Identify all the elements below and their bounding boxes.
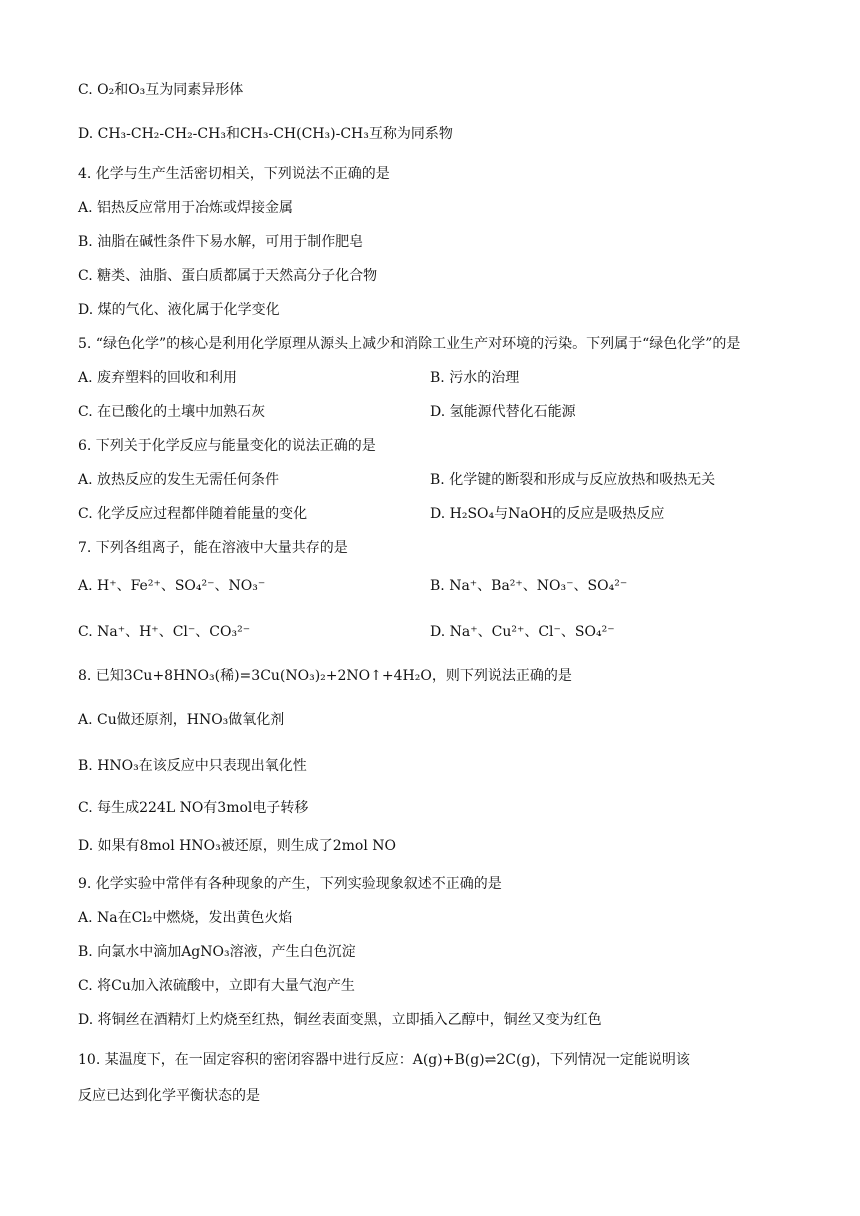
option-3c: C. O₂和O₃互为同素异形体: [78, 82, 244, 98]
option-5a: A. 废弃塑料的回收和利用: [78, 370, 238, 386]
option-9d: D. 将铜丝在酒精灯上灼烧至红热，铜丝表面变黑，立即插入乙醇中，铜丝又变为红色: [78, 1012, 602, 1028]
option-5b: B. 污水的治理: [430, 370, 520, 386]
option-7b: B. Na⁺、Ba²⁺、NO₃⁻、SO₄²⁻: [430, 578, 628, 594]
option-5d: D. 氢能源代替化石能源: [430, 404, 576, 420]
question-4: 4. 化学与生产生活密切相关，下列说法不正确的是: [78, 166, 390, 182]
option-7a: A. H⁺、Fe²⁺、SO₄²⁻、NO₃⁻: [78, 578, 266, 594]
question-10: 10. 某温度下，在一固定容积的密闭容器中进行反应：A(g)+B(g)⇌2C(g)，下列情况一定能说明该: [78, 1052, 690, 1068]
option-7d: D. Na⁺、Cu²⁺、Cl⁻、SO₄²⁻: [430, 624, 615, 640]
option-8c: C. 每生成224L NO有3mol电子转移: [78, 800, 309, 816]
question-6: 6. 下列关于化学反应与能量变化的说法正确的是: [78, 438, 376, 454]
option-8a: A. Cu做还原剂，HNO₃做氧化剂: [78, 712, 285, 728]
option-6d: D. H₂SO₄与NaOH的反应是吸热反应: [430, 506, 665, 522]
question-9: 9. 化学实验中常伴有各种现象的产生，下列实验现象叙述不正确的是: [78, 876, 502, 892]
option-6c: C. 化学反应过程都伴随着能量的变化: [78, 506, 308, 522]
option-9b: B. 向氯水中滴加AgNO₃溶液，产生白色沉淀: [78, 944, 356, 960]
option-9c: C. 将Cu加入浓硫酸中，立即有大量气泡产生: [78, 978, 355, 994]
option-3d: D. CH₃-CH₂-CH₂-CH₃和CH₃-CH(CH₃)-CH₃互称为同系物: [78, 126, 453, 142]
option-4b: B. 油脂在碱性条件下易水解，可用于制作肥皂: [78, 234, 364, 250]
option-4c: C. 糖类、油脂、蛋白质都属于天然高分子化合物: [78, 268, 378, 284]
question-5: 5. “绿色化学”的核心是利用化学原理从源头上减少和消除工业生产对环境的污染。下列属于“绿色化学”的是: [78, 336, 741, 352]
option-7c: C. Na⁺、H⁺、Cl⁻、CO₃²⁻: [78, 624, 251, 640]
option-5c: C. 在已酸化的土壤中加熟石灰: [78, 404, 266, 420]
option-9a: A. Na在Cl₂中燃烧，发出黄色火焰: [78, 910, 293, 926]
question-10-continuation: 反应已达到化学平衡状态的是: [78, 1088, 260, 1104]
option-4a: A. 铝热反应常用于冶炼或焊接金属: [78, 200, 294, 216]
option-6b: B. 化学键的断裂和形成与反应放热和吸热无关: [430, 472, 716, 488]
option-8d: D. 如果有8mol HNO₃被还原，则生成了2mol NO: [78, 838, 396, 854]
option-4d: D. 煤的气化、液化属于化学变化: [78, 302, 280, 318]
option-8b: B. HNO₃在该反应中只表现出氧化性: [78, 758, 307, 774]
option-6a: A. 放热反应的发生无需任何条件: [78, 472, 280, 488]
question-7: 7. 下列各组离子，能在溶液中大量共存的是: [78, 540, 348, 556]
question-8: 8. 已知3Cu+8HNO₃(稀)=3Cu(NO₃)₂+2NO↑+4H₂O，则下列说法正确的是: [78, 668, 572, 684]
